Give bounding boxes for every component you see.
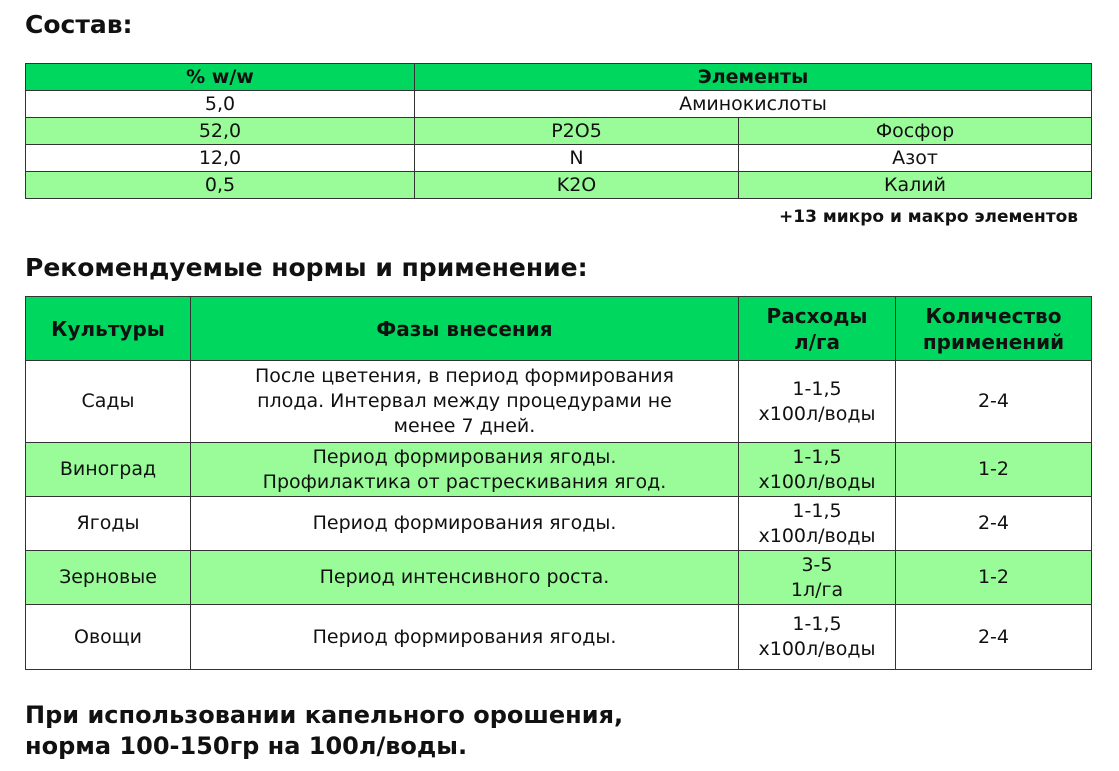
norms-table [25, 296, 1092, 670]
crop-cell: Зерновые [26, 551, 191, 605]
rate-value: 3-5 [801, 553, 833, 576]
table-row [26, 605, 1092, 670]
count-cell: 2-4 [896, 497, 1092, 551]
table-row [26, 172, 1092, 199]
rate-unit: х100л/воды [758, 524, 876, 547]
footer-line: При использовании капельного орошения, [25, 701, 624, 729]
percent-cell: 12,0 [26, 145, 415, 172]
drip-irrigation-note [25, 700, 623, 762]
percent-cell: 5,0 [26, 91, 415, 118]
rate-unit: 1л/га [790, 578, 844, 601]
norms-header-row [26, 297, 1092, 361]
count-cell: 1-2 [896, 551, 1092, 605]
count-cell: 1-2 [896, 443, 1092, 497]
element-cell: Фосфор [739, 118, 1092, 145]
header-rate-line: Расходы [766, 303, 868, 328]
header-count-line: Количество [925, 303, 1062, 328]
micro-macro-note: +13 микро и макро элементов [779, 207, 1078, 227]
rate-unit: х100л/воды [758, 638, 876, 660]
norms-title: Рекомендуемые нормы и применение: [25, 253, 588, 282]
header-crops: Культуры [26, 297, 191, 361]
header-rate-unit: л/га [794, 329, 840, 354]
rate-unit: х100л/воды [758, 470, 876, 493]
rate-cell [739, 497, 896, 551]
phase-line: менее 7 дней. [393, 415, 536, 437]
phase-cell [191, 605, 739, 670]
header-phases: Фазы внесения [191, 297, 739, 361]
header-percent: % w/w [26, 64, 415, 91]
rate-value: 1-1,5 [792, 377, 842, 400]
rate-cell [739, 551, 896, 605]
table-row [26, 551, 1092, 605]
rate-value: 1-1,5 [792, 499, 842, 522]
header-count [896, 297, 1092, 361]
phase-line: Период формирования ягоды. [312, 445, 617, 468]
formula-cell: K2O [415, 172, 739, 199]
header-rate [739, 297, 896, 361]
formula-cell: N [415, 145, 739, 172]
percent-cell: 52,0 [26, 118, 415, 145]
phase-line: Профилактика от растрескивания ягод. [262, 470, 667, 493]
phase-cell [191, 497, 739, 551]
element-cell: Калий [739, 172, 1092, 199]
phase-line: плода. Интервал между процедурами не [257, 390, 672, 412]
table-row [26, 497, 1092, 551]
formula-cell: P2O5 [415, 118, 739, 145]
crop-cell: Виноград [26, 443, 191, 497]
table-row [26, 118, 1092, 145]
rate-value: 1-1,5 [792, 445, 842, 468]
phase-line: Период формирования ягоды. [312, 625, 617, 648]
crop-cell: Ягоды [26, 497, 191, 551]
composition-title: Состав: [25, 10, 133, 39]
rate-cell [739, 361, 896, 443]
rate-cell [739, 443, 896, 497]
element-cell: Аминокислоты [415, 91, 1092, 118]
footer-line: норма 100-150гр на 100л/воды. [25, 732, 468, 760]
composition-header-row [26, 64, 1092, 91]
crop-cell: Овощи [26, 605, 191, 670]
count-cell: 2-4 [896, 605, 1092, 670]
composition-table [25, 63, 1092, 199]
phase-cell [191, 361, 739, 443]
header-elements: Элементы [415, 64, 1092, 91]
table-row [26, 443, 1092, 497]
count-cell: 2-4 [896, 361, 1092, 443]
phase-cell [191, 443, 739, 497]
phase-line: Период интенсивного роста. [319, 566, 610, 588]
table-row [26, 145, 1092, 172]
header-count-line: применений [922, 329, 1065, 354]
phase-line: Период формирования ягоды. [312, 512, 617, 534]
rate-value: 1-1,5 [792, 613, 842, 635]
rate-cell [739, 605, 896, 670]
table-row [26, 361, 1092, 443]
phase-line: После цветения, в период формирования [255, 365, 674, 387]
phase-cell [191, 551, 739, 605]
table-row [26, 91, 1092, 118]
percent-cell: 0,5 [26, 172, 415, 199]
rate-unit: х100л/воды [758, 402, 876, 425]
element-cell: Азот [739, 145, 1092, 172]
crop-cell: Сады [26, 361, 191, 443]
